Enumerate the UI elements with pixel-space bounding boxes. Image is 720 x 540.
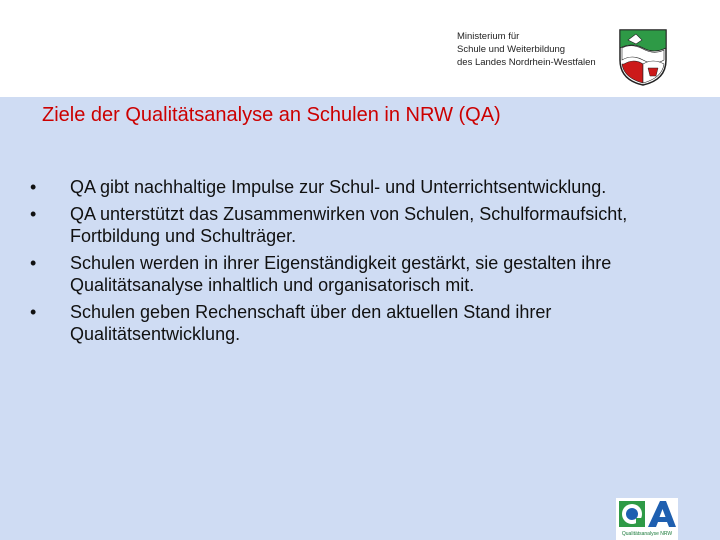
bullet-marker: •	[30, 253, 37, 273]
ministry-name	[457, 30, 596, 69]
qa-logo-caption: Qualitätsanalyse NRW	[621, 531, 673, 537]
list-item	[30, 176, 680, 198]
ministry-line: Ministerium für	[457, 31, 520, 42]
bullet-marker: •	[30, 204, 37, 224]
bullet-marker: •	[30, 302, 37, 322]
list-item	[30, 252, 680, 296]
list-item	[30, 203, 680, 247]
slide-title: Ziele der Qualitätsanalyse an Schulen in NRW (QA)	[42, 104, 501, 126]
bullet-text: QA unterstützt das Zusammenwirken von Schulen, Schulformaufsicht, Fortbildung und Schulträger.	[70, 204, 628, 246]
bullet-marker: •	[30, 177, 37, 197]
ministry-line: Schule und Weiterbildung	[457, 44, 566, 55]
nrw-coat-of-arms-icon	[618, 28, 668, 86]
ministry-line: des Landes Nordrhein-Westfalen	[457, 57, 596, 68]
list-item	[30, 301, 680, 345]
bullet-text: Schulen geben Rechenschaft über den aktuellen Stand ihrer Qualitätsentwicklung.	[70, 302, 552, 344]
bullet-text: QA gibt nachhaltige Impulse zur Schul- und Unterrichtsentwicklung.	[70, 177, 607, 197]
bullet-text: Schulen werden in ihrer Eigenständigkeit gestärkt, sie gestalten ihre Qualitätsanalyse inhaltlich und organisatorisch mit.	[70, 253, 612, 295]
bullet-list	[30, 176, 680, 350]
